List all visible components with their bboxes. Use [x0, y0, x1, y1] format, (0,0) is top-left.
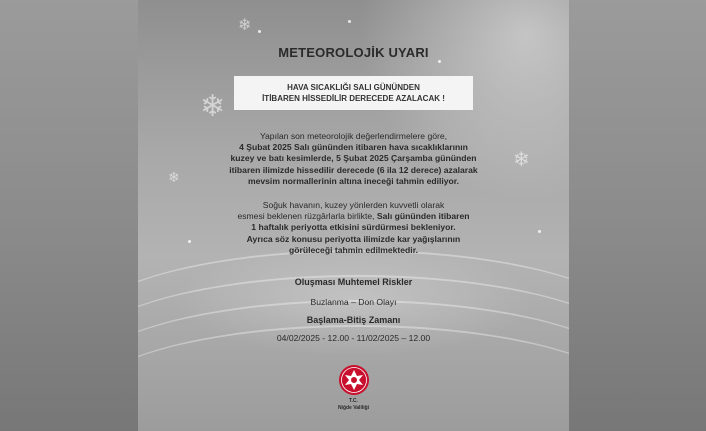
snow-dot: [258, 30, 261, 33]
timeframe-value: 04/02/2025 - 12.00 - 11/02/2025 – 12.00: [276, 333, 431, 343]
alert-headline-line1: HAVA SICAKLIĞI SALI GÜNÜNDEN: [287, 83, 420, 92]
snow-dot: [538, 230, 541, 233]
paragraph-2-line: [178, 211, 529, 222]
paragraph-2-line: görüleceği tahmin edilmektedir.: [289, 244, 418, 255]
alert-headline-box: [234, 76, 473, 110]
paragraph-2-line: Soğuk havanın, kuzey yönlerden kuvvetli olarak: [262, 200, 445, 210]
snow-dot: [348, 20, 351, 23]
paragraph-1-line: kuzey ve batı kesimlerde, 5 Şubat 2025 Çarşamba gününden: [230, 153, 477, 164]
paragraph-1-line: itibaren ilimizde hissedilir derecede (6 ila 12 derece) azalarak: [229, 164, 478, 175]
paragraph-2-line: Ayrıca söz konusu periyotta ilimizde kar yağışlarının: [246, 233, 461, 244]
timeframe-heading: Başlama-Bitiş Zamanı: [306, 315, 401, 325]
seal-icon: [334, 362, 374, 402]
paragraph-1-line: 4 Şubat 2025 Salı gününden itibaren hava sıcaklıklarının: [239, 142, 468, 153]
snowflake-icon: ❄: [238, 17, 252, 34]
paragraph-1: [178, 131, 529, 187]
paragraph-1-line: mevsim normallerinin altına ineceği tahmin ediliyor.: [247, 175, 460, 186]
logo-caption-tc: T.C.: [349, 398, 358, 404]
risks-value: Buzlanma – Don Olayı: [310, 297, 397, 307]
snow-dot: [438, 60, 441, 63]
nigde-valiligi-logo: [334, 362, 374, 402]
snowflake-icon: ❄: [200, 90, 226, 123]
snowflake-icon: ❄: [168, 169, 180, 185]
snowflake-icon: ❄: [513, 149, 530, 171]
warning-poster: [138, 0, 569, 431]
paragraph-2-line: 1 haftalık periyotta etkisini sürdürmesi bekleniyor.: [251, 222, 456, 233]
poster-title: METEOROLOJİK UYARI: [278, 45, 429, 60]
logo-caption-valilik: Niğde Valiliği: [337, 405, 370, 411]
alert-headline-line2: İTİBAREN HİSSEDİLİR DERECEDE AZALACAK !: [262, 94, 445, 103]
paragraph-2-line-bold-tail: Salı gününden itibaren: [376, 211, 470, 222]
left-blurred-background: [0, 0, 138, 431]
paragraph-1-line: Yapılan son meteorolojik değerlendirmelere göre,: [259, 131, 448, 141]
paragraph-2-line-start: esmesi beklenen rüzgârlarla birlikte,: [237, 211, 377, 222]
right-blurred-background: [569, 0, 706, 431]
paragraph-2: [178, 200, 529, 256]
risks-heading: Oluşması Muhtemel Riskler: [294, 277, 413, 287]
